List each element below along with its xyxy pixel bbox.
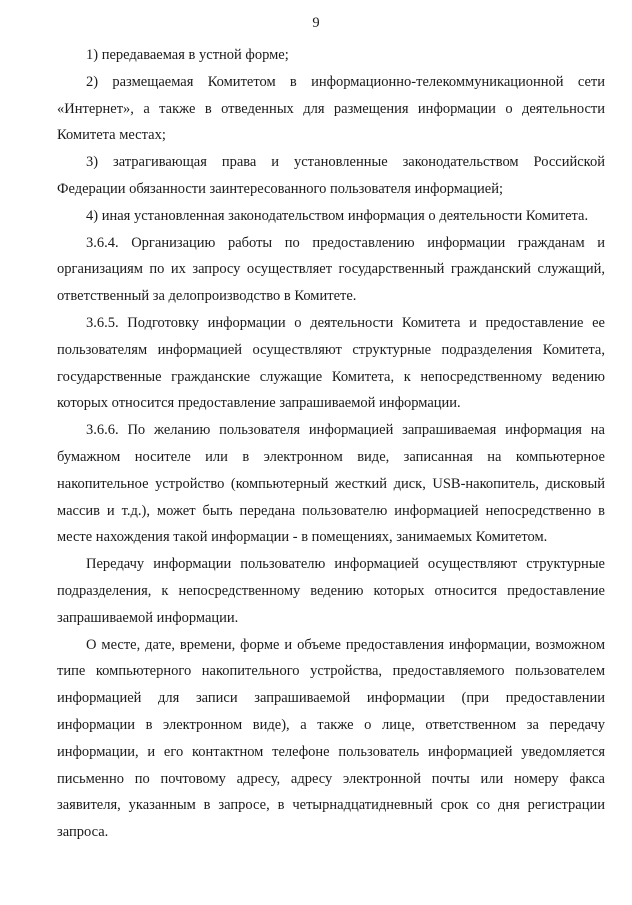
paragraph-notification: О месте, дате, времени, форме и объеме предоставления информации, возможном типе компьютерного накопительного устройства, предоставляемого пользователем информацией для записи запрашиваемой информации (при предоставлении информации в электронном виде), а также о лице, ответственном за передачу информации, и его контактном телефоне пользователь информацией уведомляется письменно по почтовому адресу, адресу электронной почты или номеру факса заявителя, указанным в запросе, в четырнадцатидневный срок со дня регистрации запроса. — [57, 636, 605, 841]
list-item-rights-obligations: 3) затрагивающая права и установленные законодательством Российской Федерации обязанности заинтересованного пользователя информацией; — [57, 154, 605, 197]
list-item-internet-posted: 2) размещаемая Комитетом в информационно-телекоммуникационной сети «Интернет», а также в отведенных для размещения информации о деятельности Комитета местах; — [57, 73, 605, 144]
clause-3-6-4: 3.6.4. Организацию работы по предоставлению информации гражданам и организациям по их запросу осуществляет государственный гражданский служащий, ответственный за делопроизводство в Комитете. — [57, 234, 605, 305]
list-item-oral-form: 1) передаваемая в устной форме; — [86, 47, 289, 63]
page-number: 9 — [312, 15, 320, 31]
clause-3-6-6: 3.6.6. По желанию пользователя информацией запрашиваемая информация на бумажном носителе или в электронном виде, записанная на компьютерное накопительное устройство (компьютерный жесткий диск, USB-накопитель, дисковый массив и т.д.), может быть передана пользователю информацией непосредственно в месте нахождения такой информации - в помещениях, занимаемых Комитетом. — [57, 422, 605, 546]
paragraph-info-transfer: Передачу информации пользователю информацией осуществляют структурные подразделения, к непосредственному ведению которых относится предоставление запрашиваемой информации. — [57, 556, 605, 626]
document-body — [57, 42, 605, 846]
clause-3-6-5: 3.6.5. Подготовку информации о деятельности Комитета и предоставление ее пользователям информацией осуществляют структурные подразделения Комитета, государственные гражданские служащие Комитета, к непосредственному ведению которых относится предоставление запрашиваемой информации. — [57, 314, 605, 412]
list-item-other-info: 4) иная установленная законодательством информация о деятельности Комитета. — [86, 207, 589, 224]
